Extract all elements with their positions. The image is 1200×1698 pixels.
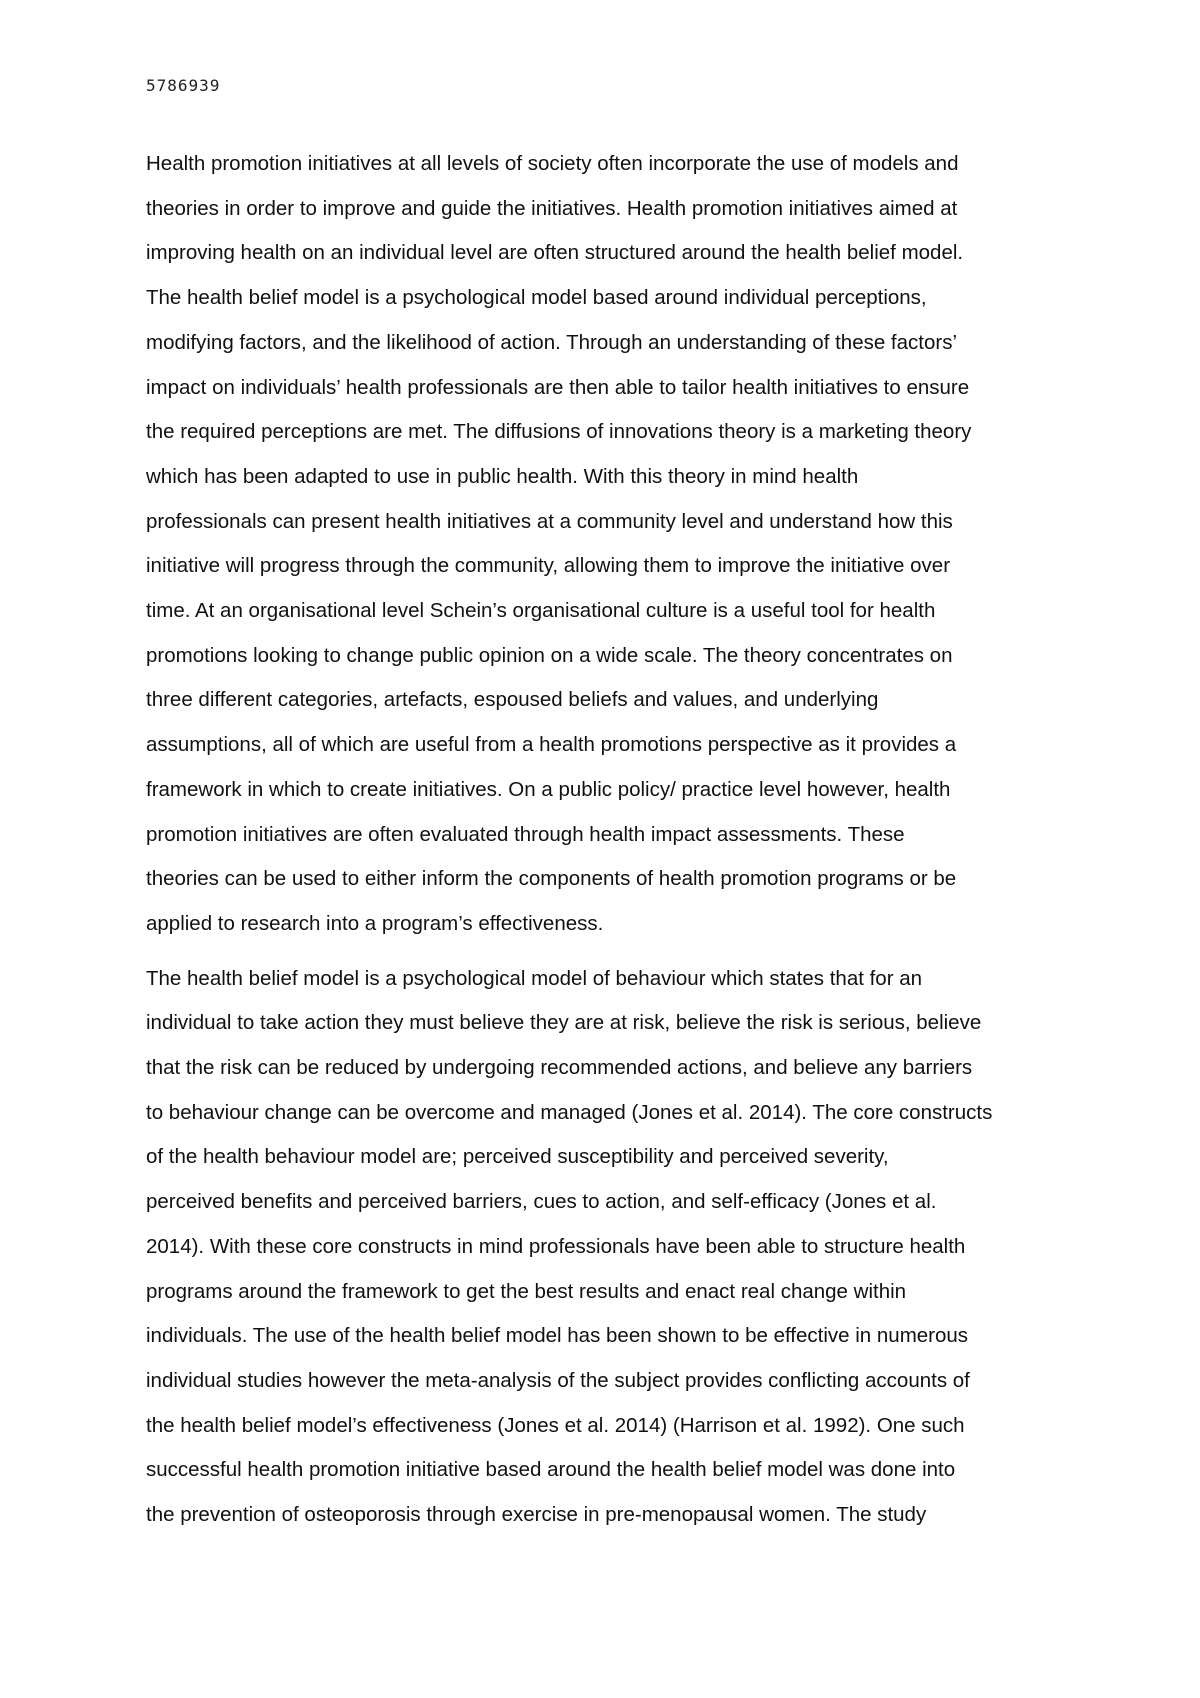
text-line: promotions looking to change public opinion on a wide scale. The theory concentrates on: [146, 643, 953, 667]
text-line: individuals. The use of the health belief model has been shown to be effective in numerous: [146, 1324, 969, 1348]
text-line: that the risk can be reduced by undergoing recommended actions, and believe any barriers: [146, 1056, 973, 1080]
text-line: assumptions, all of which are useful from a health promotions perspective as it provides a: [146, 733, 957, 757]
text-line: to behaviour change can be overcome and managed (Jones et al. 2014). The core constructs: [146, 1100, 993, 1124]
text-line: professionals can present health initiatives at a community level and understand how this: [146, 509, 953, 533]
paragraph: [146, 142, 1064, 947]
text-line: of the health behaviour model are; perceived susceptibility and perceived severity,: [146, 1145, 889, 1169]
text-line: perceived benefits and perceived barriers, cues to action, and self-efficacy (Jones et al.: [146, 1190, 937, 1214]
text-line: three different categories, artefacts, espoused beliefs and values, and underlying: [146, 688, 879, 712]
text-line: The health belief model is a psychological model based around individual perceptions,: [146, 286, 927, 310]
text-line: Health promotion initiatives at all levels of society often incorporate the use of models and: [146, 152, 959, 175]
student-id: 5786939: [146, 76, 221, 95]
document-body: [146, 142, 1064, 1548]
text-line: the health belief model’s effectiveness (Jones et al. 2014) (Harrison et al. 1992). One such: [146, 1413, 965, 1437]
text-line: the required perceptions are met. The diffusions of innovations theory is a marketing theory: [146, 420, 972, 444]
text-line: successful health promotion initiative based around the health belief model was done into: [146, 1458, 956, 1482]
text-line: improving health on an individual level are often structured around the health belief model.: [146, 241, 964, 265]
text-line: theories can be used to either inform the components of health promotion programs or be: [146, 867, 957, 891]
text-line: programs around the framework to get the best results and enact real change within: [146, 1279, 907, 1303]
text-line: which has been adapted to use in public health. With this theory in mind health: [146, 464, 859, 488]
text-line: 2014). With these core constructs in mind professionals have been able to structure health: [146, 1234, 966, 1258]
text-line: applied to research into a program’s effectiveness.: [146, 911, 604, 935]
text-line: impact on individuals’ health professionals are then able to tailor health initiatives to ensure: [146, 375, 970, 399]
paragraph: [146, 957, 1064, 1538]
text-line: modifying factors, and the likelihood of action. Through an understanding of these factors’: [146, 330, 958, 354]
text-line: theories in order to improve and guide the initiatives. Health promotion initiatives aimed at: [146, 196, 958, 220]
text-line: individual studies however the meta-analysis of the subject provides conflicting accounts of: [146, 1368, 970, 1392]
text-line: The health belief model is a psychological model of behaviour which states that for an: [146, 966, 923, 990]
text-line: the prevention of osteoporosis through exercise in pre-menopausal women. The study: [146, 1503, 927, 1527]
text-line: framework in which to create initiatives. On a public policy/ practice level however, health: [146, 777, 951, 801]
text-line: initiative will progress through the community, allowing them to improve the initiative over: [146, 554, 951, 578]
text-line: time. At an organisational level Schein’s organisational culture is a useful tool for health: [146, 599, 936, 623]
text-line: promotion initiatives are often evaluated through health impact assessments. These: [146, 822, 905, 846]
text-line: individual to take action they must believe they are at risk, believe the risk is serious, believe: [146, 1011, 982, 1035]
